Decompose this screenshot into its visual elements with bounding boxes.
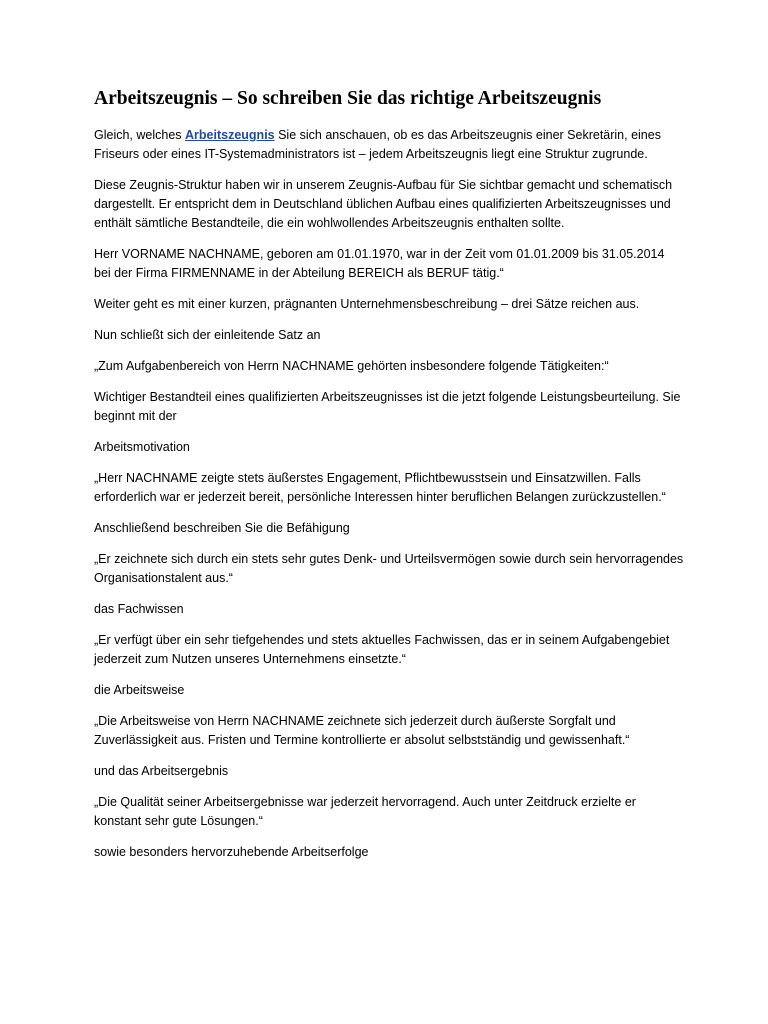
paragraph-example-intro: Herr VORNAME NACHNAME, geboren am 01.01.1970, war in der Zeit vom 01.01.2009 bis 31.05.2014 bei der Firma FIRMENNAME in der Abteilung BEREICH als BERUF tätig.“ (94, 247, 665, 280)
paragraph-motivation-label: Arbeitsmotivation (94, 440, 190, 454)
paragraph-knowledge-label: das Fachwissen (94, 602, 184, 616)
paragraph-achievements-label: sowie besonders hervorzuhebende Arbeitserfolge (94, 845, 369, 859)
paragraph-work-style-quote: „Die Arbeitsweise von Herrn NACHNAME zeichnete sich jederzeit durch äußerste Sorgfalt und Zuverlässigkeit aus. Fristen und Termine kontrollierte er absolut selbstständig und gewissenhaft.“ (94, 714, 630, 747)
paragraph-work-style-label: die Arbeitsweise (94, 683, 185, 697)
intro-text-before-link: Gleich, welches (94, 128, 186, 142)
paragraph-work-result-quote: „Die Qualität seiner Arbeitsergebnisse war jederzeit hervorragend. Auch unter Zeitdruck erzielte er konstant sehr gute Lösungen.“ (94, 795, 636, 828)
paragraph-performance-evaluation: Wichtiger Bestandteil eines qualifizierten Arbeitszeugnisses ist die jetzt folgende Leistungsbeurteilung. Sie beginnt mit der (94, 390, 681, 423)
paragraph-ability-quote: „Er zeichnete sich durch ein stets sehr gutes Denk- und Urteilsvermögen sowie durch sein hervorragendes Organisationstalent aus.“ (94, 552, 684, 585)
paragraph-company-description: Weiter geht es mit einer kurzen, prägnanten Unternehmensbeschreibung – drei Sätze reichen aus. (94, 297, 640, 311)
paragraph-ability-label: Anschließend beschreiben Sie die Befähigung (94, 521, 350, 535)
intro-text-after-link: Sie sich anschauen, ob es das Arbeitszeugnis einer Sekretärin, eines Friseurs oder eines IT-Systemadministrators ist – jedem Arbeitszeugnis liegt eine Struktur zugrunde. (94, 128, 661, 161)
paragraph-tasks-quote: „Zum Aufgabenbereich von Herrn NACHNAME gehörten insbesondere folgende Tätigkeiten:“ (94, 359, 609, 373)
paragraph-motivation-quote: „Herr NACHNAME zeigte stets äußerstes Engagement, Pflichtbewusstsein und Einsatzwillen. Falls erforderlich war er jederzeit bereit, persönliche Interessen hinter beruflichen Belangen zurückzustellen.“ (94, 471, 666, 504)
paragraph-intro-sentence-label: Nun schließt sich der einleitende Satz an (94, 328, 321, 342)
intro-paragraph (94, 126, 684, 164)
document-body (94, 86, 684, 874)
arbeitszeugnis-link[interactable]: Arbeitszeugnis (185, 128, 275, 142)
paragraph-knowledge-quote: „Er verfügt über ein sehr tiefgehendes und stets aktuelles Fachwissen, das er in seinem Aufgabengebiet jederzeit zum Nutzen unseres Unternehmens einsetzte.“ (94, 633, 670, 666)
document-title: Arbeitszeugnis – So schreiben Sie das richtige Arbeitszeugnis (94, 88, 602, 109)
paragraph-structure: Diese Zeugnis-Struktur haben wir in unserem Zeugnis-Aufbau für Sie sichtbar gemacht und schematisch dargestellt. Er entspricht dem in Deutschland üblichen Aufbau eines qualifizierten Arbeitszeugnisses und enthält sämtliche Bestandteile, die ein wohlwollendes Arbeitszeugnis enthalten sollte. (94, 178, 673, 230)
paragraph-work-result-label: und das Arbeitsergebnis (94, 764, 229, 778)
